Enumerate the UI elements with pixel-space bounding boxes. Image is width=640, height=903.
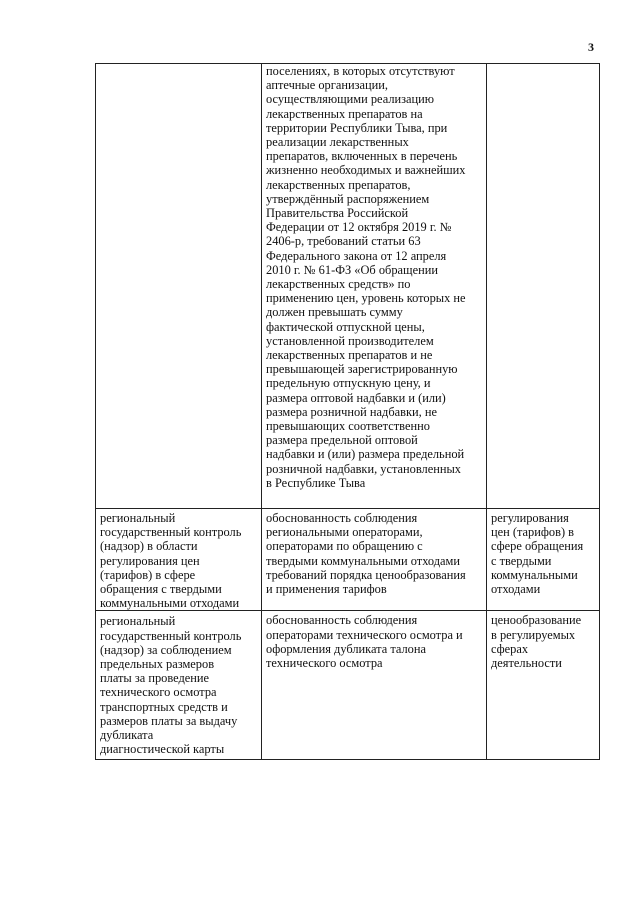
table-row — [96, 64, 600, 509]
table-cell-control-type: региональный государственный контроль (надзор) в области регулирования цен (тарифов) в сфере обращения с твердыми коммунальными отходами — [96, 509, 262, 611]
table-cell-control-type: региональный государственный контроль (надзор) за соблюдением предельных размеров платы за проведение технического осмотра транспортных средств и размеров платы за выдачу дубликата диагностической карты — [96, 611, 262, 760]
table-cell-control-subject: поселениях, в которых отсутствуют аптечные организации, осуществляющими реализацию лекарственных препаратов на территории Республики Тыва, при реализации лекарственных препаратов, включенных в перечень жизненно необходимых и важнейших лекарственных препаратов, утверждённый распоряжением Правительства Российской Федерации от 12 октября 2019 г. № 2406-р, требований статьи 63 Федерального закона от 12 апреля 2010 г. № 61-ФЗ «Об обращении лекарственных средств» по применению цен, уровень которых не должен превышать сумму фактической отпускной цены, установленной производителем лекарственных препаратов и не превышающей зарегистрированную предельную отпускную цену, и размера оптовой надбавки и (или) размера розничной надбавки, не превышающих соответственно размера предельной оптовой надбавки и (или) размера предельной розничной надбавки, установленных в Республике Тыва — [262, 64, 487, 509]
table-cell-regulated-sphere — [487, 64, 600, 509]
table-cell-control-type — [96, 64, 262, 509]
table-cell-regulated-sphere: регулирования цен (тарифов) в сфере обращения с твердыми коммунальными отходами — [487, 509, 600, 611]
table-cell-control-subject: обоснованность соблюдения операторами технического осмотра и оформления дубликата талона технического осмотра — [262, 611, 487, 760]
table-cell-regulated-sphere: ценообразование в регулируемых сферах деятельности — [487, 611, 600, 760]
table-cell-control-subject: обоснованность соблюдения региональными операторами, операторами по обращению с твердыми коммунальными отходами требований порядка ценообразования и применения тарифов — [262, 509, 487, 611]
page-number: 3 — [588, 40, 594, 54]
table-row — [96, 509, 600, 611]
table-row — [96, 611, 600, 760]
control-types-table — [95, 63, 600, 760]
